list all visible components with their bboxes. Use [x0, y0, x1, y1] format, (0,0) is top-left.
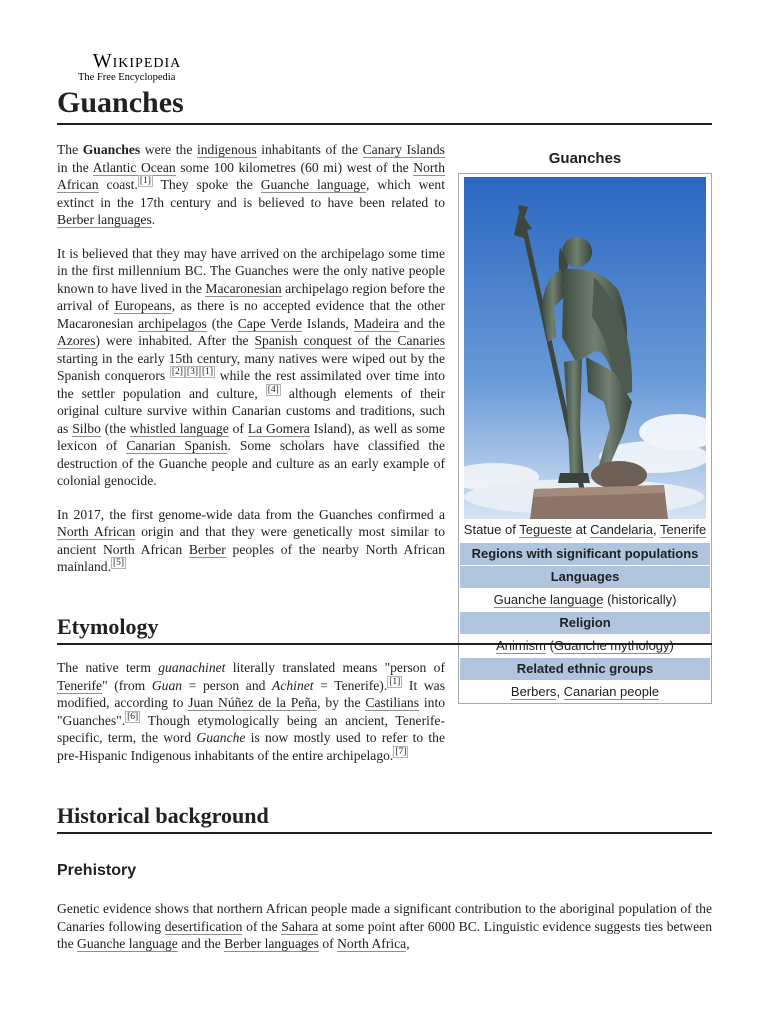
logo-tagline: The Free Encyclopedia — [78, 72, 176, 83]
logo-wordmark: Wikipedia — [92, 50, 182, 72]
prehistory-section — [57, 900, 712, 953]
wiki-link[interactable]: whistled language — [129, 420, 229, 436]
wiki-link[interactable]: Candelaria — [590, 522, 653, 537]
wiki-link[interactable]: Atlantic Ocean — [92, 159, 176, 175]
wiki-link[interactable]: Animism — [496, 638, 546, 653]
wiki-link[interactable]: indigenous — [196, 142, 257, 157]
infobox-religion-value: Animism (Guanche mythology) — [496, 638, 674, 653]
wiki-link[interactable]: Tenerife — [57, 677, 103, 693]
etymology-heading: Etymology — [57, 613, 712, 645]
wiki-link[interactable]: Guanche language — [77, 936, 178, 951]
prehistory-heading: Prehistory — [57, 862, 137, 879]
intro-paragraph-1: The Guanches were the indigenous inhabitants of the Canary Islands in the Atlantic Ocean some 100 kilometres (60 mi) west of the North African coast. [1] They spoke the Guanche language, which went extinct in the 17th century and is believed to have been related to Berber languages. — [57, 142, 445, 227]
wiki-link[interactable]: Berber languages — [224, 936, 319, 951]
prehistory-paragraph: Genetic evidence shows that northern African people made a significant contribution to the aboriginal population of the Canaries following desertification of the Sahara at some point after 6000 BC. Linguistic evidence suggests ties between the Guanche language and the Berber languages of North Africa, — [57, 901, 712, 951]
wiki-link[interactable]: Canarian Spanish — [126, 438, 228, 453]
wiki-link[interactable]: Cape Verde — [237, 315, 303, 331]
wiki-link[interactable]: Europeans — [114, 298, 172, 313]
infobox-languages-heading: Languages — [460, 566, 710, 588]
page-title: Guanches — [57, 84, 712, 125]
bold-term: Guanches — [82, 142, 141, 157]
wiki-link[interactable]: North African — [57, 524, 136, 539]
infobox-languages-value: Guanche language (historically) — [493, 592, 677, 607]
statue-image[interactable] — [464, 177, 706, 519]
wiki-link[interactable]: Spanish conquest of the Canaries — [254, 333, 445, 348]
wiki-link[interactable]: La Gomera — [247, 420, 310, 436]
citation-ref[interactable]: [1] — [389, 676, 401, 687]
wiki-link[interactable]: desertification — [164, 918, 243, 934]
etymology-section — [57, 659, 445, 764]
wiki-link[interactable]: North Africa — [337, 936, 407, 951]
etymology-paragraph: The native term guanachinet literally translated means "person of Tenerife" (from Guan = person and Achinet = Tenerife). [1] It was modified, according to Juan Núñez de la Peña, by the Castilians into "Guanches". [6] Though etymologically being an ancient, Tenerife-specific, term, the word Guanche is now mostly used to refer to the pre-Hispanic Indigenous inhabitants of the entire archipelago. [7] — [57, 660, 446, 763]
wiki-link[interactable]: North African — [57, 159, 445, 192]
citation-ref[interactable]: [1] — [202, 367, 214, 378]
intro-paragraph-2: It is believed that they may have arrived on the archipelago some time in the first millennium BC. The Guanches were the only native people known to have lived in the Macaronesian archipelago region before the arrival of Europeans, as there is no accepted evidence that the other Macaronesian archipelagos (the Cape Verde Islands, Madeira and the Azores) were inhabited. After the Spanish conquest of the Canaries starting in the early 15th century, many natives were wiped out by the Spanish conquerors [2] [3] [1] while the rest assimilated over time into the settler population and culture, [4] although elements of their original culture survive within Canarian customs and traditions, such as Silbo (the whistled language of La Gomera Island), as well as some lexicon of Canarian Spanish. Some scholars have classified the destruction of the Guanche people and culture as an early example of colonial genocide. — [57, 245, 445, 488]
infobox-regions-heading: Regions with significant populations — [460, 543, 710, 565]
wiki-link[interactable]: Canary Islands — [362, 142, 445, 157]
wiki-link[interactable]: Berber — [188, 541, 226, 557]
italic-term: Guanche — [196, 730, 246, 745]
wiki-link[interactable]: Sahara — [281, 918, 319, 934]
infobox-caption: Statue of Tegueste at Candelaria, Tenerife — [463, 522, 707, 537]
citation-ref[interactable]: [6] — [127, 711, 139, 722]
infobox-religion-heading: Religion — [460, 612, 710, 634]
citation-ref[interactable]: [7] — [395, 746, 407, 757]
wiki-link[interactable]: Castilians — [365, 695, 419, 710]
wiki-link[interactable]: Guanche language — [260, 177, 367, 192]
wikipedia-logo[interactable] — [77, 50, 197, 84]
wiki-link[interactable]: Macaronesian — [205, 280, 282, 296]
intro-section — [57, 141, 445, 576]
citation-ref[interactable]: [5] — [112, 558, 125, 569]
wiki-link[interactable]: Madeira — [353, 315, 399, 331]
wiki-link[interactable]: Berbers — [510, 684, 557, 699]
wiki-link[interactable]: Tegueste — [519, 522, 572, 537]
history-heading: Historical background — [57, 802, 712, 834]
italic-term: guanachinet — [158, 660, 226, 675]
wiki-link[interactable]: Azores — [57, 333, 96, 348]
infobox-title: Guanches — [548, 150, 622, 167]
wiki-link[interactable]: Canarian people — [563, 684, 660, 699]
infobox-ethnic-value: Berbers, Canarian people — [510, 684, 660, 699]
wiki-link[interactable]: Guanche mythology — [553, 638, 670, 653]
wiki-link[interactable]: Juan Núñez de la Peña — [188, 695, 318, 710]
citation-ref[interactable]: [3] — [186, 367, 198, 378]
wiki-link[interactable]: archipelagos — [138, 315, 207, 331]
citation-ref[interactable]: [4] — [267, 384, 279, 395]
infobox-ethnic-heading: Related ethnic groups — [460, 658, 710, 680]
italic-term: Guan — [151, 677, 183, 693]
wiki-link[interactable]: Tenerife — [659, 522, 707, 537]
wiki-link[interactable]: Silbo — [72, 420, 101, 436]
citation-ref[interactable]: [2] — [171, 367, 183, 378]
italic-term: Achinet — [272, 677, 314, 693]
citation-ref[interactable]: [1] — [139, 176, 151, 187]
intro-paragraph-3: In 2017, the first genome-wide data from the Guanches confirmed a North African origin and that they were genetically most similar to ancient North African Berber peoples of the nearby North African mainland. [5] — [57, 506, 445, 574]
wiki-link[interactable]: Berber languages — [57, 212, 152, 227]
wiki-link[interactable]: Guanche language — [493, 592, 604, 607]
